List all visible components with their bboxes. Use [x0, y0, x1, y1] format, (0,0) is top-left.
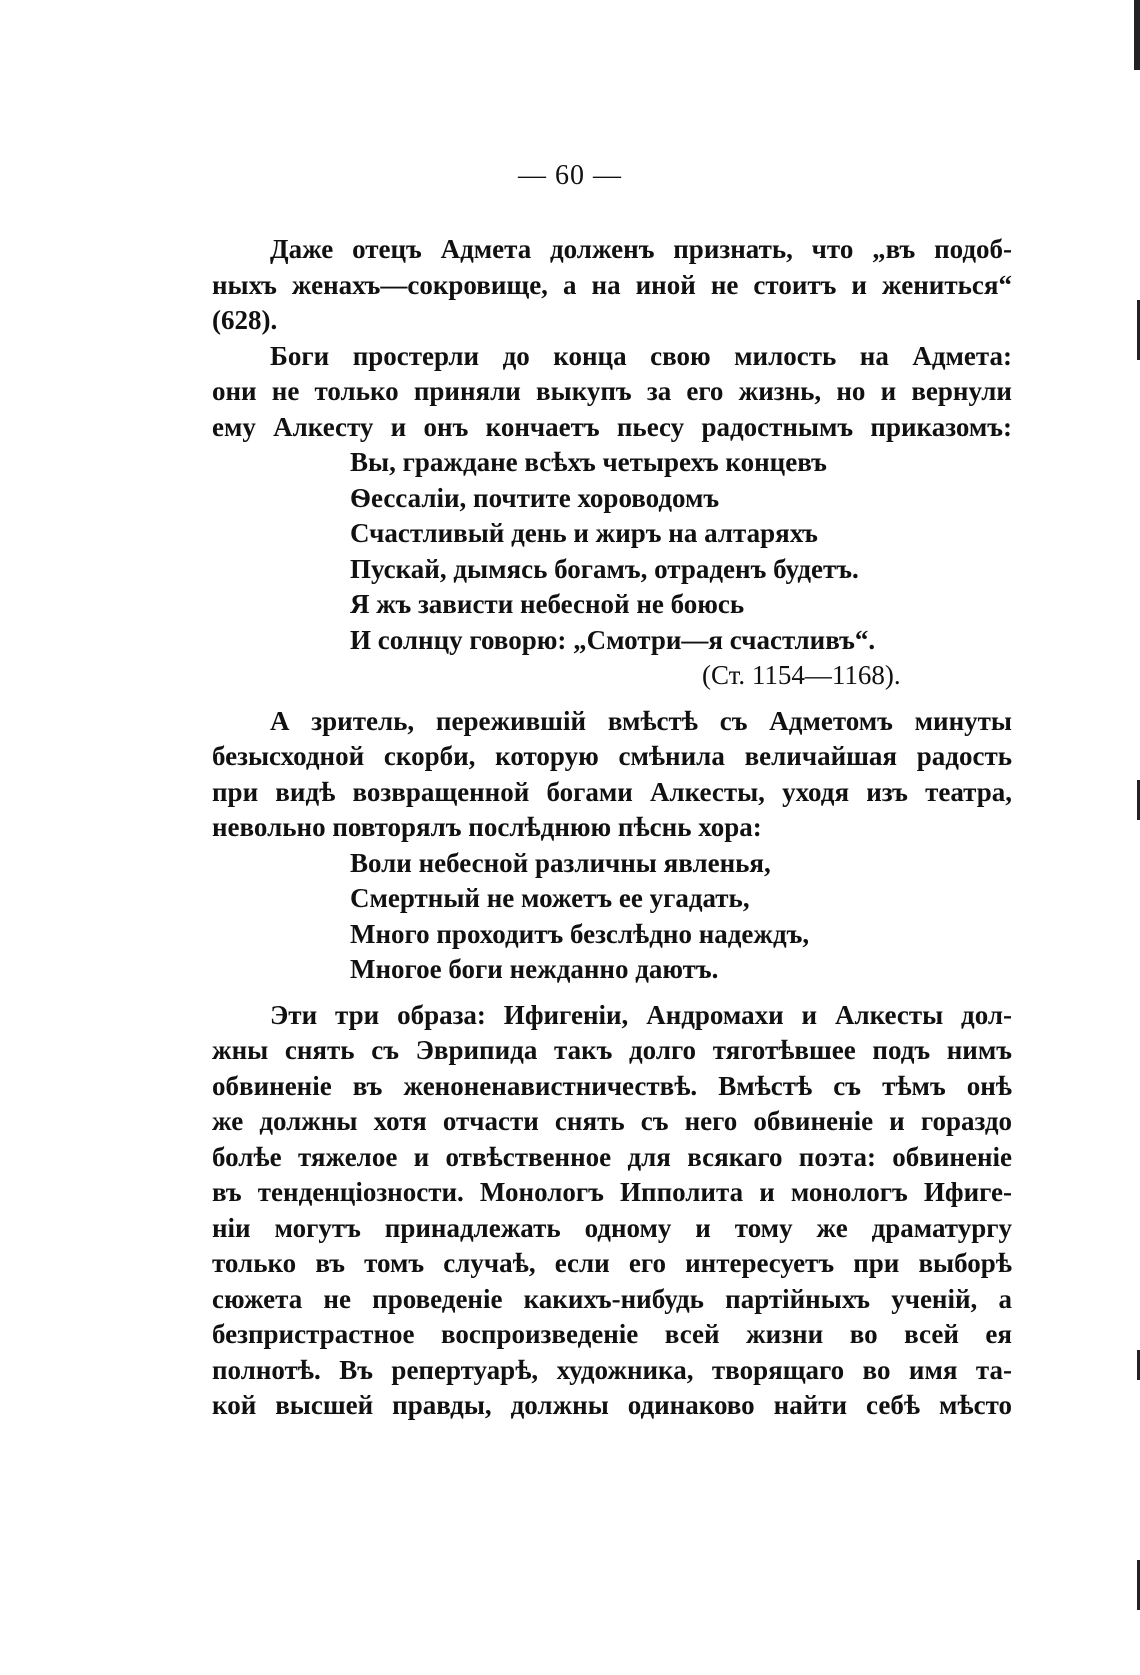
verse-line: Вы, граждане всѣхъ четырехъ концевъ	[350, 447, 827, 477]
text-line: А зритель, пережившій вмѣстѣ съ Адметомъ минуты	[270, 705, 1012, 736]
verse-line: Счастливый день и жиръ на алтаряхъ	[350, 518, 818, 548]
paragraph	[212, 998, 1012, 1424]
text-line: болѣе тяжелое и отвѣственное для всякаго поэта: обвиненіе	[212, 1141, 1012, 1172]
verse-citation: (Ст. 1154—1168).	[702, 660, 901, 690]
text-line: Боги простерли до конца свою милость на Адмета:	[270, 340, 1012, 371]
text-line: Даже отецъ Адмета долженъ признать, что „въ подоб-	[270, 234, 1012, 264]
text-line: безпристрастное воспроизведеніе всей жизни во всей ея	[212, 1319, 1012, 1349]
page-number: — 60 —	[518, 160, 622, 191]
verse-line: Ѳессаліи, почтите хороводомъ	[350, 482, 720, 513]
verse-block	[212, 846, 1012, 988]
verse-line: И солнцу говорю: „Смотри—я счастливъ“.	[350, 624, 876, 655]
body-text	[212, 232, 1012, 1424]
verse-line: Я жъ зависти небесной не боюсь	[350, 589, 745, 619]
text-line: безысходной скорби, которую смѣнила величайшая радость	[212, 741, 1012, 771]
verse-line: Многое боги нежданно даютъ.	[350, 954, 719, 984]
verse-line: Много проходитъ безслѣдно надеждъ,	[350, 918, 810, 949]
text-line: полнотѣ. Въ репертуарѣ, художника, творящаго во имя та-	[212, 1354, 1012, 1385]
paragraph	[212, 704, 1012, 846]
paragraph	[212, 232, 1012, 339]
text-line: же должны хотя отчасти снять съ него обвиненіе и гораздо	[212, 1106, 1012, 1136]
text-line: въ тенденціозности. Монологъ Ипполита и монологъ Ифиге-	[212, 1177, 1012, 1207]
text-line: обвиненіе въ женоненавистничествѣ. Вмѣстѣ съ тѣмъ онѣ	[212, 1070, 1012, 1101]
paragraph	[212, 339, 1012, 446]
text-line: ніи могутъ принадлежать одному и тому же драматургу	[212, 1212, 1012, 1243]
text-line: сюжета не проведеніе какихъ-нибудь партійныхъ ученій, а	[212, 1283, 1012, 1314]
verse-line: Воли небесной различны явленья,	[350, 847, 771, 878]
text-line: ныхъ женахъ—сокровище, а на иной не стоитъ и жениться“	[212, 269, 1012, 300]
text-line: жны снять съ Эврипида такъ долго тяготѣвшее подъ нимъ	[212, 1035, 1012, 1065]
text-line: при видѣ возвращенной богами Алкесты, уходя изъ театра,	[212, 776, 1012, 807]
text-line: они не только приняли выкупъ за его жизнь, но и вернули	[212, 376, 1012, 406]
text-line: Эти три образа: Ифигеніи, Андромахи и Алкесты дол-	[270, 999, 1012, 1030]
text-line: кой высшей правды, должны одинаково найти себѣ мѣсто	[212, 1390, 1012, 1420]
text-line: невольно повторялъ послѣднюю пѣснь хора:	[212, 812, 762, 842]
verse-line: Пускай, дымясь богамъ, отраденъ будетъ.	[350, 553, 859, 584]
text-line: (628).	[212, 305, 278, 335]
text-line: ему Алкесту и онъ кончаетъ пьесу радостнымъ приказомъ:	[212, 411, 1012, 442]
verse-block	[212, 445, 1012, 694]
verse-line: Смертный не можетъ ее угадать,	[350, 883, 750, 913]
text-line: только въ томъ случаѣ, если его интересуетъ при выборѣ	[212, 1248, 1012, 1278]
scan-edge-mark	[1134, 0, 1140, 70]
